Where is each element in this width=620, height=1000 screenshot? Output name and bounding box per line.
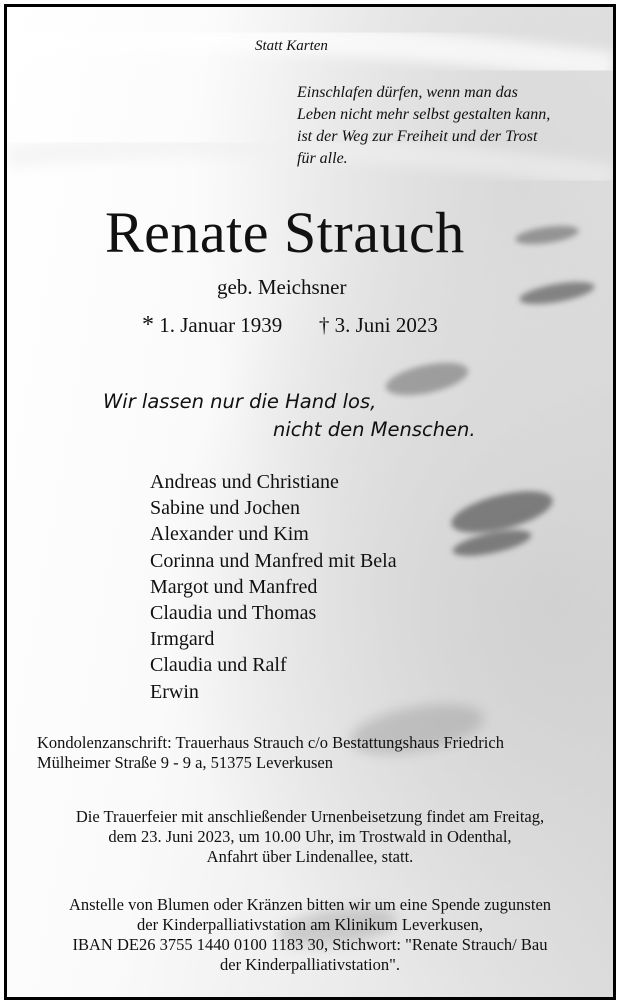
obituary-card: [4, 4, 616, 1000]
donation-line: Anstelle von Blumen oder Kränzen bitten wir um eine Spende zugunsten: [68, 895, 552, 914]
family-member: Margot und Manfred: [150, 575, 318, 598]
family-member: Irmgard: [150, 628, 215, 651]
footprint-top-2: [518, 278, 596, 309]
ceremony-line: Die Trauerfeier mit anschließender Urnenbeisetzung findet am Freitag,: [75, 807, 545, 826]
poem-line: für alle.: [297, 150, 348, 167]
condolence-address: [37, 733, 504, 773]
birth-star-icon: *: [142, 312, 154, 338]
donation-notice: [7, 895, 613, 975]
poem-line: ist der Weg zur Freiheit und der Trost: [297, 128, 538, 145]
poem: [297, 82, 550, 170]
death-date: 3. Juni 2023: [334, 313, 438, 337]
family-member: Claudia und Thomas: [150, 602, 317, 625]
statt-karten-label: Statt Karten: [255, 38, 328, 54]
death-cross-icon: †: [318, 313, 330, 337]
footprint-middle-1: [383, 357, 471, 402]
footprint-middle-2: [447, 483, 556, 561]
poem-line: Einschlafen dürfen, wenn man das: [297, 84, 518, 101]
deceased-name: Renate Strauch: [105, 200, 465, 265]
donation-line: IBAN DE26 3755 1440 0100 1183 30, Stichwort: "Renate Strauch/ Bau: [72, 935, 548, 954]
ceremony-line: dem 23. Juni 2023, um 10.00 Uhr, im Trostwald in Odenthal,: [108, 827, 512, 846]
family-member: Alexander und Kim: [150, 523, 309, 546]
birth-date: 1. Januar 1939: [159, 313, 283, 337]
family-member: Claudia und Ralf: [150, 654, 287, 677]
donation-line: der Kinderpalliativstation".: [220, 955, 400, 974]
family-member: Erwin: [150, 680, 199, 703]
family-member: Andreas und Christiane: [150, 471, 339, 493]
life-dates: [142, 312, 438, 339]
motto-line-2: nicht den Menschen.: [273, 418, 476, 441]
family-member: Corinna und Manfred mit Bela: [150, 549, 397, 572]
address-line: Kondolenzanschrift: Trauerhaus Strauch c/o Bestattungshaus Friedrich: [37, 733, 504, 752]
family-member: Sabine und Jochen: [150, 497, 300, 520]
poem-line: Leben nicht mehr selbst gestalten kann,: [297, 106, 551, 123]
ceremony-line: Anfahrt über Lindenallee, statt.: [206, 847, 414, 866]
address-line: Mülheimer Straße 9 - 9 a, 51375 Leverkusen: [37, 753, 334, 772]
motto-line-1: Wir lassen nur die Hand los,: [103, 390, 377, 413]
footprint-top-1: [514, 223, 580, 248]
family-list: [150, 469, 397, 705]
donation-line: der Kinderpalliativstation am Klinikum Leverkusen,: [137, 915, 483, 934]
birth-name: geb. Meichsner: [217, 275, 347, 299]
ceremony-notice: [7, 807, 613, 867]
